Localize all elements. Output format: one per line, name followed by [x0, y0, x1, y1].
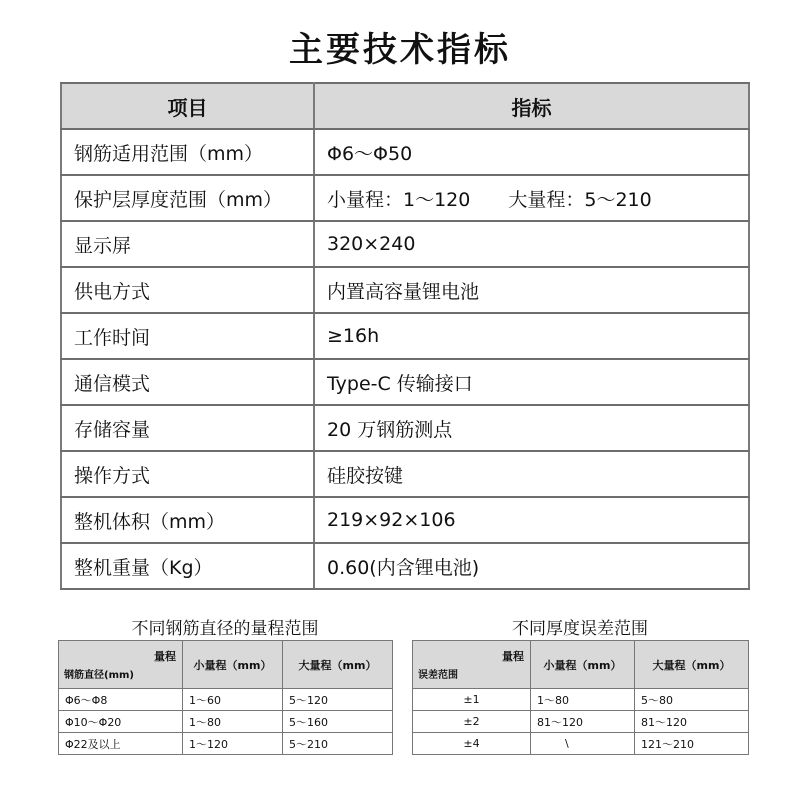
range-small: 1～80: [183, 711, 283, 733]
spec-value: [314, 175, 749, 221]
range-diameter: Φ22及以上: [59, 733, 183, 755]
range-small: 1～60: [183, 689, 283, 711]
error-large: 81～120: [635, 711, 749, 733]
spec-value: 0.60(内含锂电池): [314, 543, 749, 589]
error-corner-cell: [413, 641, 531, 689]
spec-table: [60, 82, 750, 590]
range-corner-bottom: 钢筋直径(mm): [64, 670, 134, 681]
spec-item: 供电方式: [61, 267, 314, 313]
error-table: [412, 640, 749, 755]
spec-value: 219×92×106: [314, 497, 749, 543]
spec-value: Type-C 传输接口: [314, 359, 749, 405]
range-diameter: Φ10～Φ20: [59, 711, 183, 733]
range-col-large: 大量程（mm）: [283, 641, 393, 689]
range-corner-cell: [59, 641, 183, 689]
spec-row: [61, 543, 749, 589]
table-row: [413, 733, 749, 755]
spec-value: 320×240: [314, 221, 749, 267]
table-row: [413, 711, 749, 733]
spec-item: 存储容量: [61, 405, 314, 451]
range-large: 5～210: [283, 733, 393, 755]
error-table-caption: 不同厚度误差范围: [512, 619, 648, 639]
spec-row: [61, 359, 749, 405]
error-header-row: [413, 641, 749, 689]
spec-header-item: 项目: [61, 83, 314, 129]
error-value: ±4: [413, 733, 531, 755]
spec-value: 20 万钢筋测点: [314, 405, 749, 451]
spec-value-small-range: 小量程：1～120: [327, 188, 471, 211]
range-table: [58, 640, 393, 755]
error-value: ±1: [413, 689, 531, 711]
spec-value: 硅胶按键: [314, 451, 749, 497]
range-small: 1～120: [183, 733, 283, 755]
error-value: ±2: [413, 711, 531, 733]
spec-row: [61, 221, 749, 267]
range-header-row: [59, 641, 393, 689]
error-col-small: 小量程（mm）: [531, 641, 635, 689]
spec-item: 通信模式: [61, 359, 314, 405]
spec-item: 保护层厚度范围（mm）: [61, 175, 314, 221]
range-large: 5～160: [283, 711, 393, 733]
spec-row: [61, 451, 749, 497]
spec-row: [61, 129, 749, 175]
page-title: 主要技术指标: [289, 30, 511, 70]
range-table-caption: 不同钢筋直径的量程范围: [131, 619, 319, 639]
error-col-large: 大量程（mm）: [635, 641, 749, 689]
spec-item: 显示屏: [61, 221, 314, 267]
spec-value: 内置高容量锂电池: [314, 267, 749, 313]
spec-item: 整机体积（mm）: [61, 497, 314, 543]
error-corner-top: 量程: [502, 650, 524, 663]
table-row: [413, 689, 749, 711]
table-row: [59, 733, 393, 755]
spec-row: [61, 497, 749, 543]
spec-value: ≥16h: [314, 313, 749, 359]
spec-header-row: [61, 83, 749, 129]
spec-header-value: 指标: [314, 83, 749, 129]
table-row: [59, 689, 393, 711]
range-large: 5～120: [283, 689, 393, 711]
error-corner-bottom: 误差范围: [418, 670, 458, 681]
spec-value: Φ6～Φ50: [314, 129, 749, 175]
range-diameter: Φ6～Φ8: [59, 689, 183, 711]
spec-row: [61, 313, 749, 359]
error-small: 1～80: [531, 689, 635, 711]
error-large: 5～80: [635, 689, 749, 711]
range-corner-top: 量程: [154, 650, 176, 663]
error-small: \: [531, 733, 635, 755]
spec-item: 整机重量（Kg）: [61, 543, 314, 589]
error-large: 121～210: [635, 733, 749, 755]
spec-item: 钢筋适用范围（mm）: [61, 129, 314, 175]
spec-row: [61, 175, 749, 221]
error-small: 81～120: [531, 711, 635, 733]
spec-item: 工作时间: [61, 313, 314, 359]
table-row: [59, 711, 393, 733]
range-col-small: 小量程（mm）: [183, 641, 283, 689]
spec-row: [61, 267, 749, 313]
spec-row: [61, 405, 749, 451]
spec-item: 操作方式: [61, 451, 314, 497]
spec-value-large-range: 大量程：5～210: [508, 188, 652, 211]
